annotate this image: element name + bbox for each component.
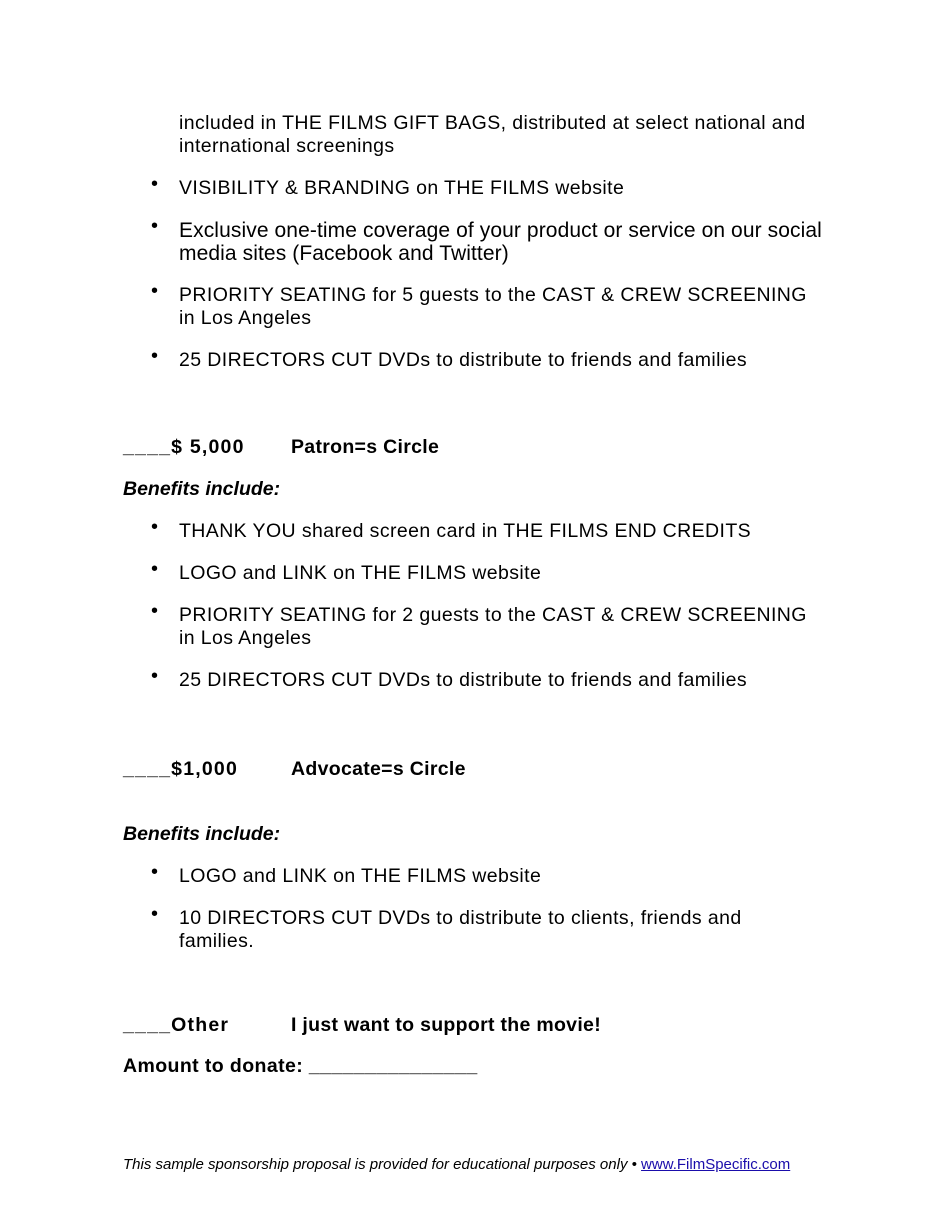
footer-text: This sample sponsorship proposal is provided for educational purposes only •: [123, 1156, 642, 1173]
bullet-icon: •: [151, 516, 159, 538]
advocate-name: Advocate=s Circle: [291, 758, 466, 780]
list-item: • 25 DIRECTORS CUT DVDs to distribute to friends and families: [151, 665, 747, 691]
list-item: • THANK YOU shared screen card in THE FILMS END CREDITS: [151, 516, 752, 542]
list-item: • LOGO and LINK on THE FILMS website: [151, 861, 542, 887]
advocate-benefits-list: [0, 861, 950, 972]
bullet-icon: •: [151, 345, 159, 367]
patron-name: Patron=s Circle: [291, 436, 440, 458]
bullet-icon: •: [151, 861, 159, 883]
list-item: • PRIORITY SEATING for 5 guests to the CAST & CREW SCREENING in Los Angeles: [151, 280, 807, 329]
list-item: • Exclusive one-time coverage of your product or service on our social media sites (Facebook and Twitter): [151, 215, 822, 265]
advocate-tier-heading: [123, 758, 466, 781]
patron-benefits-list: [0, 516, 950, 711]
other-name: I just want to support the movie!: [291, 1014, 601, 1036]
bullet-icon: •: [151, 280, 159, 302]
list-item: • VISIBILITY & BRANDING on THE FILMS website: [151, 173, 625, 199]
advocate-benefits-label: Benefits include:: [123, 823, 281, 845]
list-item: • LOGO and LINK on THE FILMS website: [151, 558, 542, 584]
list-item: • PRIORITY SEATING for 2 guests to the CAST & CREW SCREENING in Los Angeles: [151, 600, 807, 649]
other-tier-heading: [123, 1014, 601, 1037]
advocate-amount: ____$1,000: [123, 758, 239, 780]
bullet-icon: •: [151, 215, 159, 237]
bullet-icon: •: [151, 173, 159, 195]
footer-link[interactable]: www.FilmSpecific.com: [641, 1156, 791, 1173]
bullet-icon: •: [151, 600, 159, 622]
patron-tier-heading: [123, 436, 439, 459]
patron-benefits-label: Benefits include:: [123, 478, 281, 500]
footer: [123, 1155, 790, 1174]
patron-amount: ____$ 5,000: [123, 436, 245, 458]
top-benefits-list: [0, 173, 950, 391]
bullet-icon: •: [151, 903, 159, 925]
list-item: • 25 DIRECTORS CUT DVDs to distribute to friends and families: [151, 345, 747, 371]
list-item: • 10 DIRECTORS CUT DVDs to distribute to clients, friends and families.: [151, 903, 742, 952]
bullet-icon: •: [151, 665, 159, 687]
donate-amount-line: Amount to donate: _______________: [123, 1055, 478, 1077]
bullet-icon: •: [151, 558, 159, 580]
other-amount: ____Other: [123, 1014, 230, 1036]
continuation-text: included in THE FILMS GIFT BAGS, distributed at select national and international screenings: [179, 112, 806, 157]
